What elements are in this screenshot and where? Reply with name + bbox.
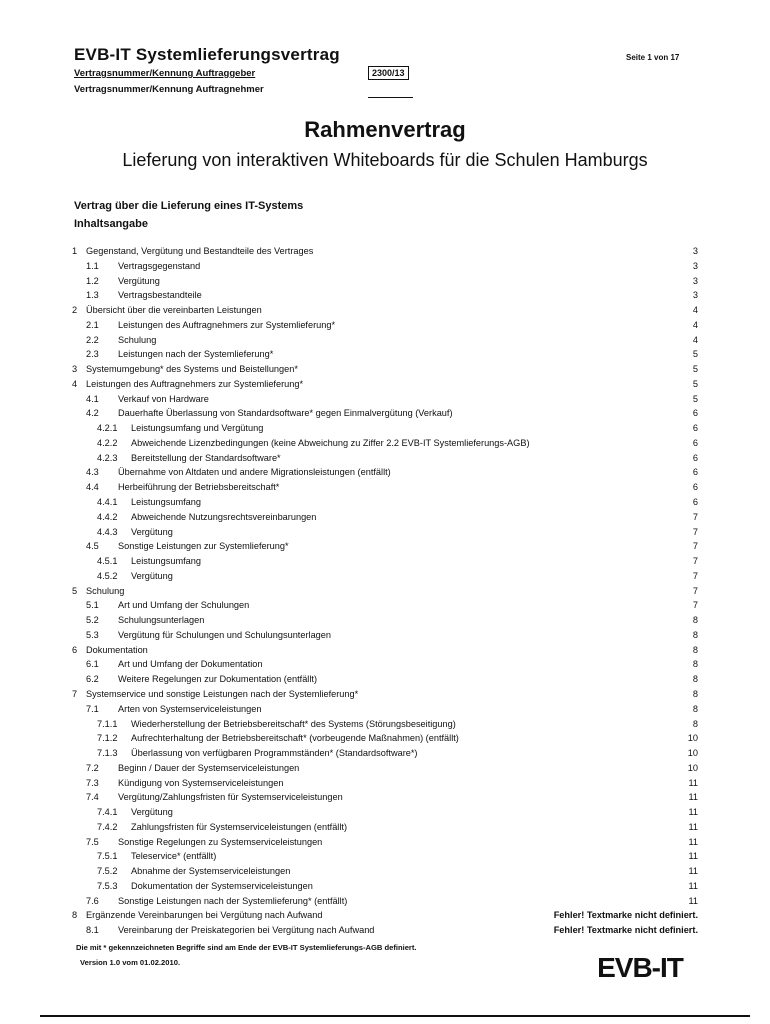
toc-entry[interactable] <box>72 495 698 510</box>
toc-entry-title: Sonstige Leistungen zur Systemlieferung* <box>118 541 289 552</box>
toc-entry-number: 4.2 <box>86 408 99 419</box>
toc-entry-title: Leistungsumfang <box>131 497 201 508</box>
toc-entry-number: 7.1.3 <box>97 748 118 759</box>
contract-number: 2300/13 <box>368 66 409 80</box>
toc-entry-number: 7.1.2 <box>97 733 118 744</box>
toc-entry-number: 8 <box>72 910 78 921</box>
toc-entry-number: 6 <box>72 644 78 655</box>
toc-entry-title: Vergütung/Zahlungsfristen für Systemserviceleistungen <box>118 792 343 803</box>
toc-entry-number: 4.4.3 <box>97 526 118 537</box>
toc-entry[interactable] <box>72 303 698 318</box>
toc-entry[interactable] <box>72 820 698 835</box>
toc-entry-page: 7 <box>692 570 698 581</box>
toc-entry-page: 11 <box>688 866 698 877</box>
toc-entry-title: Art und Umfang der Schulungen <box>118 600 250 611</box>
toc-entry-title: Vergütung <box>118 275 160 286</box>
toc-entry[interactable] <box>72 672 698 687</box>
toc-entry-page: 7 <box>692 511 698 522</box>
toc-entry-number: 4.2.1 <box>97 423 118 434</box>
toc-entry-title: Abweichende Nutzungsrechtsvereinbarungen <box>131 511 317 522</box>
toc-entry[interactable] <box>72 879 698 894</box>
toc-entry-title: Vertragsbestandteile <box>118 290 202 301</box>
toc-entry[interactable] <box>72 362 698 377</box>
toc-entry-page: Fehler! Textmarke nicht definiert. <box>553 925 698 936</box>
toc-entry-page: 11 <box>688 792 698 803</box>
toc-entry-number: 4.4.1 <box>97 497 118 508</box>
toc-entry-page: 8 <box>692 615 698 626</box>
toc-entry[interactable] <box>72 731 698 746</box>
toc-entry-title: Wiederherstellung der Betriebsbereitschaft* des Systems (Störungsbeseitigung) <box>131 718 456 729</box>
toc-entry-title: Weitere Regelungen zur Dokumentation (entfällt) <box>118 674 317 685</box>
toc-entry-number: 1 <box>72 246 78 256</box>
toc-entry-title: Sonstige Regelungen zu Systemserviceleistungen <box>118 836 323 847</box>
logo-text: EVB-IT <box>597 952 683 983</box>
toc-entry-title: Dokumentation der Systemserviceleistungen <box>131 880 313 891</box>
toc-entry-page: 7 <box>692 585 698 596</box>
bottom-rule <box>40 1015 750 1017</box>
client-id-label: Vertragsnummer/Kennung Auftraggeber <box>74 68 256 79</box>
toc-entry-title: Ergänzende Vereinbarungen bei Vergütung nach Aufwand <box>86 910 323 921</box>
toc-entry[interactable] <box>72 392 698 407</box>
toc-entry[interactable] <box>72 761 698 776</box>
toc-entry-number: 7.5.1 <box>97 851 118 862</box>
toc-entry-page: 4 <box>692 334 698 345</box>
toc-entry-page: Fehler! Textmarke nicht definiert. <box>553 910 698 921</box>
toc-entry-number: 7.4.2 <box>97 821 118 832</box>
toc-entry-title: Herbeiführung der Betriebsbereitschaft* <box>118 482 280 493</box>
toc-entry-page: 6 <box>692 423 698 434</box>
toc-entry-page: 8 <box>692 674 698 685</box>
toc-entry-title: Leistungen des Auftragnehmers zur Systemlieferung* <box>118 319 336 330</box>
toc-entry[interactable] <box>72 347 698 362</box>
document-title: Rahmenvertrag <box>304 117 466 142</box>
toc-entry-title: Übernahme von Altdaten und andere Migrationsleistungen (entfällt) <box>118 467 391 478</box>
toc-entry-number: 5.1 <box>86 600 99 611</box>
toc-entry[interactable] <box>72 598 698 613</box>
toc-entry-title: Überlassung von verfügbaren Programmständen* (Standardsoftware*) <box>131 748 418 759</box>
toc-entry-title: Leistungsumfang und Vergütung <box>131 423 264 434</box>
toc-entry-number: 2.3 <box>86 349 99 360</box>
toc-entry-page: 4 <box>692 319 698 330</box>
page-indicator: Seite 1 von 17 <box>626 53 680 62</box>
toc-entry-page: 7 <box>692 541 698 552</box>
toc-entry-title: Systemumgebung* des Systems und Beistellungen* <box>86 364 298 375</box>
toc-entry[interactable] <box>72 643 698 658</box>
toc-entry-page: 7 <box>692 600 698 611</box>
toc-entry-title: Vereinbarung der Preiskategorien bei Vergütung nach Aufwand <box>118 925 375 936</box>
toc-entry[interactable] <box>72 894 698 909</box>
toc-entry[interactable] <box>72 288 698 303</box>
toc-entry-page: 5 <box>692 378 698 389</box>
table-of-contents <box>72 244 698 938</box>
toc-entry-number: 3 <box>72 364 78 375</box>
toc-entry-title: Abweichende Lizenzbedingungen (keine Abweichung zu Ziffer 2.2 EVB-IT Systemlieferungs-AGB) <box>131 437 530 448</box>
toc-entry-number: 7.1 <box>86 703 99 714</box>
toc-entry[interactable] <box>72 835 698 850</box>
toc-entry-title: Vergütung <box>131 807 173 818</box>
toc-entry[interactable] <box>72 406 698 421</box>
footnote: Die mit * gekennzeichneten Begriffe sind am Ende der EVB-IT Systemlieferungs-AGB definiert. <box>76 943 417 952</box>
toc-entry-page: 6 <box>692 437 698 448</box>
toc-entry-page: 11 <box>688 807 698 818</box>
toc-entry[interactable] <box>72 687 698 702</box>
toc-entry[interactable] <box>72 510 698 525</box>
toc-entry-page: 7 <box>692 556 698 567</box>
toc-entry-number: 5.2 <box>86 615 99 626</box>
toc-entry-number: 6.2 <box>86 674 99 685</box>
toc-entry-number: 7.2 <box>86 762 99 773</box>
toc-entry-number: 1.2 <box>86 275 99 286</box>
toc-entry-page: 3 <box>692 290 698 301</box>
toc-entry[interactable] <box>72 702 698 717</box>
toc-entry-page: 8 <box>692 718 698 729</box>
toc-entry-page: 5 <box>692 393 698 404</box>
toc-entry-title: Leistungsumfang <box>131 556 201 567</box>
toc-entry-title: Schulung <box>118 334 157 345</box>
toc-entry-number: 6.1 <box>86 659 99 670</box>
toc-entry-number: 1.1 <box>86 260 99 271</box>
toc-entry[interactable] <box>72 908 698 923</box>
toc-entry-title: Bereitstellung der Standardsoftware* <box>131 452 281 463</box>
toc-entry-page: 6 <box>692 467 698 478</box>
header-title: EVB-IT Systemlieferungsvertrag <box>74 45 340 64</box>
toc-entry-number: 7.4 <box>86 792 99 803</box>
toc-entry[interactable] <box>72 554 698 569</box>
toc-entry-number: 5 <box>72 585 78 596</box>
toc-entry-title: Systemservice und sonstige Leistungen nach der Systemlieferung* <box>86 688 359 699</box>
toc-entry[interactable] <box>72 480 698 495</box>
evb-it-logo <box>595 949 685 983</box>
toc-entry-title: Gegenstand, Vergütung und Bestandteile des Vertrages <box>86 246 314 256</box>
toc-entry[interactable] <box>72 539 698 554</box>
toc-entry-page: 3 <box>692 275 698 286</box>
toc-entry-title: Verkauf von Hardware <box>118 393 209 404</box>
toc-entry-number: 4.5 <box>86 541 99 552</box>
contractor-id-label: Vertragsnummer/Kennung Auftragnehmer <box>74 84 264 95</box>
toc-entry-page: 3 <box>692 246 698 256</box>
toc-entry-number: 4.5.2 <box>97 570 118 581</box>
version-note: Version 1.0 vom 01.02.2010. <box>80 958 181 967</box>
toc-entry-title: Leistungen nach der Systemlieferung* <box>118 349 274 360</box>
toc-entry[interactable] <box>72 805 698 820</box>
toc-entry-number: 2 <box>72 305 78 316</box>
toc-entry-number: 4 <box>72 378 78 389</box>
toc-entry-page: 11 <box>688 880 698 891</box>
toc-entry-number: 4.2.3 <box>97 452 118 463</box>
toc-entry-title: Schulungsunterlagen <box>118 615 205 626</box>
toc-entry-page: 4 <box>692 305 698 316</box>
toc-entry-title: Abnahme der Systemserviceleistungen <box>131 866 291 877</box>
toc-entry-number: 4.4.2 <box>97 511 118 522</box>
toc-entry[interactable] <box>72 436 698 451</box>
toc-entry-number: 7.1.1 <box>97 718 118 729</box>
toc-entry-title: Dauerhafte Überlassung von Standardsoftware* gegen Einmalvergütung (Verkauf) <box>118 408 453 419</box>
toc-entry-page: 6 <box>692 497 698 508</box>
toc-entry-number: 4.1 <box>86 393 99 404</box>
toc-entry-title: Schulung <box>86 585 125 596</box>
toc-entry-page: 11 <box>688 836 698 847</box>
toc-entry-page: 8 <box>692 688 698 699</box>
toc-entry-page: 11 <box>688 895 698 906</box>
toc-entry-number: 4.2.2 <box>97 437 118 448</box>
toc-entry-title: Sonstige Leistungen nach der Systemlieferung* (entfällt) <box>118 895 348 906</box>
toc-entry[interactable] <box>72 259 698 274</box>
toc-entry[interactable] <box>72 274 698 289</box>
toc-entry-title: Art und Umfang der Dokumentation <box>118 659 263 670</box>
toc-entry-number: 4.3 <box>86 467 99 478</box>
toc-entry[interactable] <box>72 569 698 584</box>
toc-entry[interactable] <box>72 628 698 643</box>
toc-entry-title: Kündigung von Systemserviceleistungen <box>118 777 284 788</box>
toc-entry-title: Zahlungsfristen für Systemserviceleistungen (entfällt) <box>131 821 348 832</box>
toc-entry-number: 7 <box>72 688 78 699</box>
toc-entry-title: Vergütung <box>131 570 173 581</box>
toc-entry-page: 5 <box>692 349 698 360</box>
toc-entry[interactable] <box>72 613 698 628</box>
toc-entry-number: 7.5 <box>86 836 99 847</box>
toc-entry-number: 4.5.1 <box>97 556 118 567</box>
toc-entry-title: Vergütung <box>131 526 173 537</box>
toc-entry-title: Arten von Systemserviceleistungen <box>118 703 262 714</box>
toc-entry[interactable] <box>72 776 698 791</box>
toc-entry-page: 6 <box>692 482 698 493</box>
toc-entry-page: 8 <box>692 703 698 714</box>
toc-entry[interactable] <box>72 849 698 864</box>
document-subtitle: Lieferung von interaktiven Whiteboards für die Schulen Hamburgs <box>122 150 648 170</box>
toc-entry-title: Vergütung für Schulungen und Schulungsunterlagen <box>118 629 332 640</box>
toc-entry-number: 7.5.3 <box>97 880 118 891</box>
toc-entry[interactable] <box>72 465 698 480</box>
toc-entry-page: 10 <box>687 748 698 759</box>
toc-entry-page: 11 <box>688 777 698 788</box>
toc-entry[interactable] <box>72 864 698 879</box>
toc-heading: Inhaltsangabe <box>74 218 148 230</box>
toc-entry-title: Dokumentation <box>86 644 148 655</box>
toc-entry[interactable] <box>72 244 698 259</box>
toc-entry-page: 11 <box>688 851 698 862</box>
toc-entry[interactable] <box>72 790 698 805</box>
toc-entry-number: 5.3 <box>86 629 99 640</box>
contractor-id-blank <box>368 97 413 98</box>
contract-heading: Vertrag über die Lieferung eines IT-Systems <box>74 200 304 212</box>
toc-entry[interactable] <box>72 318 698 333</box>
toc-entry-number: 7.3 <box>86 777 99 788</box>
toc-entry-page: 7 <box>692 526 698 537</box>
toc-entry-page: 10 <box>687 733 698 744</box>
toc-entry[interactable] <box>72 717 698 732</box>
toc-entry-page: 8 <box>692 629 698 640</box>
toc-entry-page: 8 <box>692 659 698 670</box>
toc-entry-number: 8.1 <box>86 925 99 936</box>
toc-entry[interactable] <box>72 525 698 540</box>
toc-entry[interactable] <box>72 746 698 761</box>
toc-entry[interactable] <box>72 584 698 599</box>
toc-entry-number: 7.4.1 <box>97 807 118 818</box>
toc-entry[interactable] <box>72 421 698 436</box>
toc-entry[interactable] <box>72 451 698 466</box>
toc-entry-number: 7.6 <box>86 895 99 906</box>
toc-entry-title: Übersicht über die vereinbarten Leistungen <box>86 305 262 316</box>
toc-entry-title: Leistungen des Auftragnehmers zur Systemlieferung* <box>86 378 304 389</box>
toc-entry[interactable] <box>72 333 698 348</box>
toc-entry-title: Teleservice* (entfällt) <box>131 851 217 862</box>
toc-entry-page: 10 <box>687 762 698 773</box>
toc-entry-page: 5 <box>692 364 698 375</box>
toc-entry-title: Vertragsgegenstand <box>118 260 201 271</box>
toc-entry[interactable] <box>72 377 698 392</box>
toc-entry[interactable] <box>72 923 698 938</box>
toc-entry-number: 7.5.2 <box>97 866 118 877</box>
toc-entry[interactable] <box>72 657 698 672</box>
toc-entry-number: 4.4 <box>86 482 99 493</box>
toc-entry-number: 2.1 <box>86 319 99 330</box>
toc-entry-page: 6 <box>692 408 698 419</box>
toc-entry-page: 8 <box>692 644 698 655</box>
toc-entry-number: 1.3 <box>86 290 99 301</box>
toc-entry-title: Aufrechterhaltung der Betriebsbereitschaft* (vorbeugende Maßnahmen) (entfällt) <box>131 733 459 744</box>
toc-entry-title: Beginn / Dauer der Systemserviceleistungen <box>118 762 300 773</box>
toc-entry-number: 2.2 <box>86 334 99 345</box>
toc-entry-page: 11 <box>688 821 698 832</box>
toc-entry-page: 3 <box>692 260 698 271</box>
toc-entry-page: 6 <box>692 452 698 463</box>
